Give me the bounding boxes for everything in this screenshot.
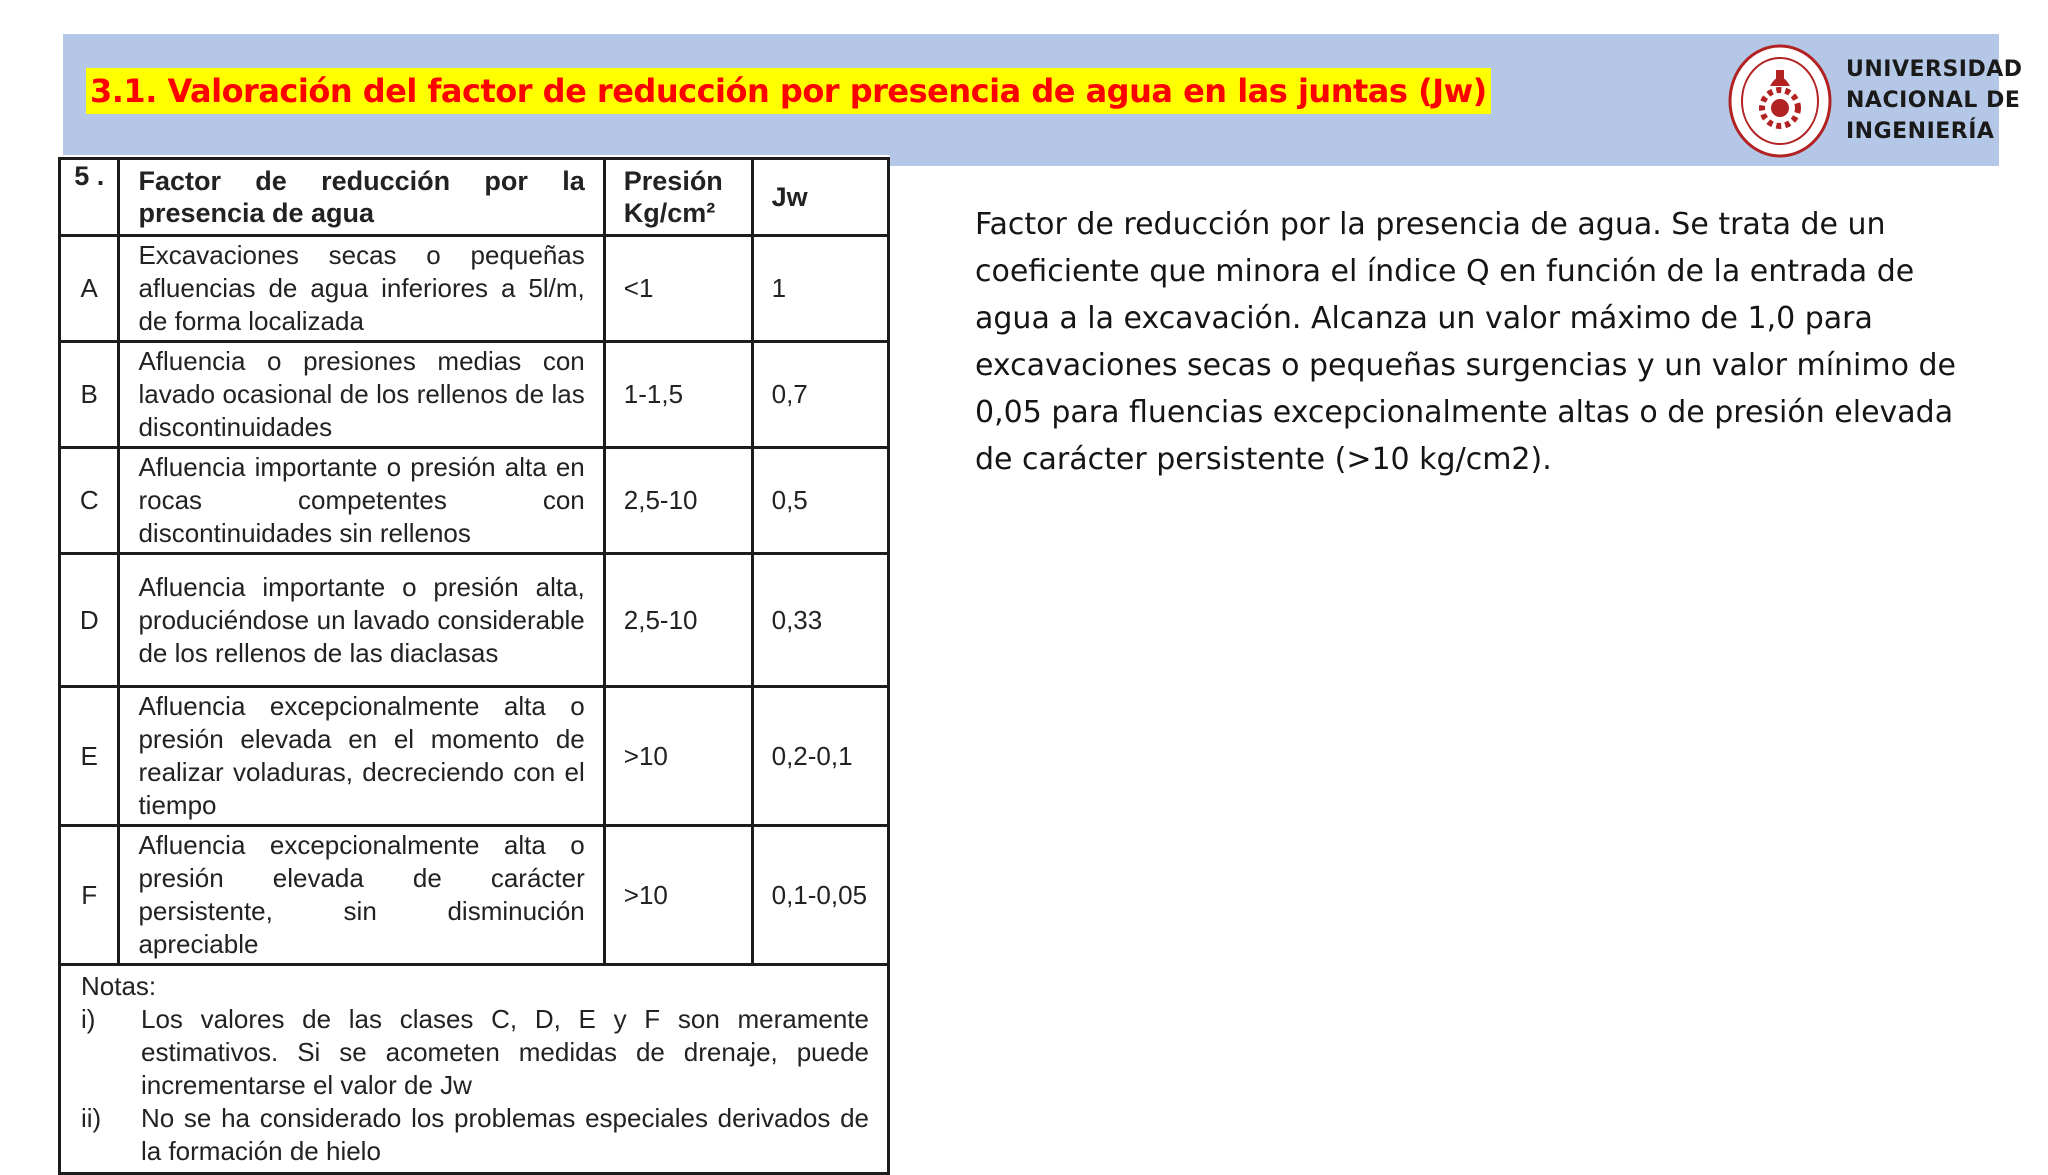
row-description: Excavaciones secas o pequeñas afluencias de agua inferiores a 5l/m, de forma localizada [119,236,604,342]
row-jw: 0,2-0,1 [752,687,888,826]
table-row [60,236,889,342]
row-description: Afluencia excepcionalmente alta o presión elevada de carácter persistente, sin disminución apreciable [119,826,604,965]
note-number: ii) [81,1103,102,1133]
table-row [60,826,889,965]
table-panel [52,155,890,1166]
row-description: Afluencia o presiones medias con lavado ocasional de los rellenos de las discontinuidades [119,342,604,448]
row-id: C [60,448,119,554]
table-header-row [60,159,889,236]
row-id: A [60,236,119,342]
note-item [81,1003,869,1102]
header-jw: Jw [752,159,888,236]
row-pressure: 2,5-10 [604,448,752,554]
notes-title: Notas: [81,971,157,1001]
note-text: Los valores de las clases C, D, E y F son meramente estimativos. Si se acometen medidas de drenaje, puede incrementarse el valor de Jw [141,1004,869,1100]
university-name-line-2: NACIONAL DE [1846,88,2021,113]
note-number: i) [81,1004,96,1034]
row-jw: 0,5 [752,448,888,554]
row-id: B [60,342,119,448]
row-pressure: 1-1,5 [604,342,752,448]
note-item [81,1102,869,1168]
row-pressure: <1 [604,236,752,342]
row-id: F [60,826,119,965]
table-row [60,448,889,554]
row-jw: 0,7 [752,342,888,448]
row-description: Afluencia importante o presión alta en rocas competentes con discontinuidades sin rellenos [119,448,604,554]
row-jw: 1 [752,236,888,342]
university-seal-logo [1726,42,1834,160]
table-row [60,554,889,687]
table-row [60,687,889,826]
notes-row [60,965,889,1174]
row-id: D [60,554,119,687]
university-name-line-3: INGENIERÍA [1846,119,1995,144]
row-id: E [60,687,119,826]
slide-title: 3.1. Valoración del factor de reducción por presencia de agua en las juntas (Jw) [86,68,1491,114]
description-paragraph: Factor de reducción por la presencia de agua. Se trata de un coeficiente que minora el índice Q en función de la entrada de agua a la excavación. Alcanza un valor máximo de 1,0 para excavaciones secas o pequeñas surgencias y un valor mínimo de 0,05 para fluencias excepcionalmente altas o de presión elevada de carácter persistente (>10 kg/cm2). [975,207,1957,477]
university-name [1846,54,2023,147]
row-pressure: >10 [604,826,752,965]
row-pressure: 2,5-10 [604,554,752,687]
table-row [60,342,889,448]
note-text: No se ha considerado los problemas especiales derivados de la formación de hielo [141,1103,869,1166]
row-jw: 0,33 [752,554,888,687]
university-name-line-1: UNIVERSIDAD [1846,57,2023,82]
row-description: Afluencia importante o presión alta, produciéndose un lavado considerable de los rellenos de las diaclasas [119,554,604,687]
jw-factor-table [58,157,890,1175]
row-jw: 0,1-0,05 [752,826,888,965]
header-factor: Factor de reducción por la presencia de agua [119,159,604,236]
row-pressure: >10 [604,687,752,826]
header-pressure: Presión Kg/cm² [604,159,752,236]
table-notes [60,965,889,1174]
row-description: Afluencia excepcionalmente alta o presión elevada en el momento de realizar voladuras, decreciendo con el tiempo [119,687,604,826]
header-number: 5 . [60,159,119,236]
